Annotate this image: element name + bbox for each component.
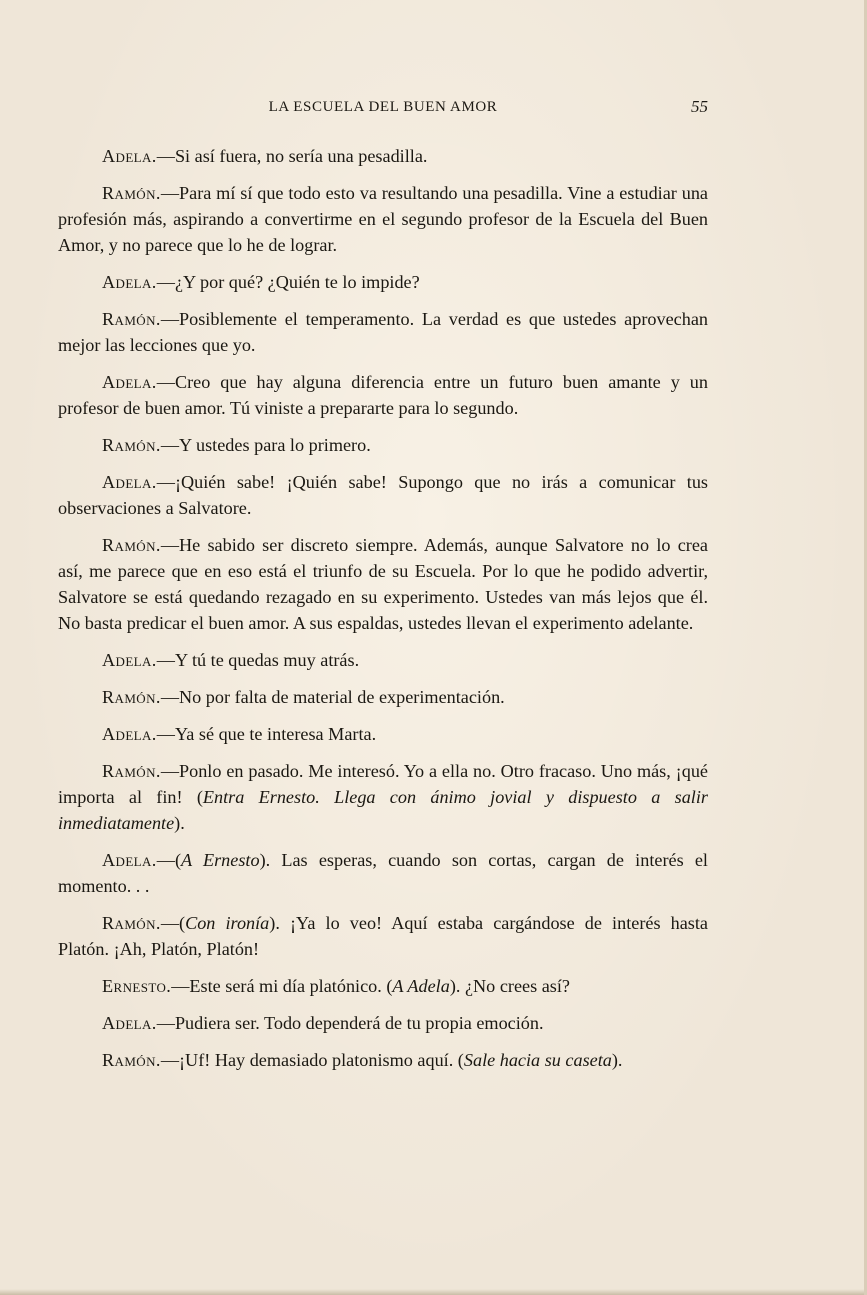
- speaker-name: Adela.: [102, 472, 157, 492]
- speech-text: —¡Quién sabe! ¡Quién sabe! Supongo que no irás a comunicar tus observaciones a Salvatore.: [58, 472, 708, 518]
- speech-text: —Si así fuera, no sería una pesadilla.: [156, 146, 428, 166]
- running-title: LA ESCUELA DEL BUEN AMOR: [268, 99, 498, 115]
- dialogue-paragraph: [58, 532, 708, 636]
- speaker-name: Adela.: [102, 1013, 157, 1033]
- speech-text: —¡Uf! Hay demasiado platonismo aquí. (: [160, 1050, 464, 1070]
- speech-text: ).: [611, 1050, 623, 1070]
- dialogue-paragraph: [58, 721, 708, 747]
- speech-text: —Y ustedes para lo primero.: [160, 435, 371, 455]
- page-number: 55: [691, 97, 708, 116]
- dialogue-paragraph: [58, 143, 708, 169]
- speaker-name: Ramón.: [102, 1050, 161, 1070]
- speech-text: —Ponlo en pasado. Me interesó. Yo a ella no. Otro fracaso. Uno más, ¡qué importa al fin! (: [58, 761, 708, 807]
- stage-direction: Con ironía: [185, 913, 270, 933]
- speech-text: ). ¿No crees así?: [449, 976, 571, 996]
- page-header: [58, 97, 708, 119]
- speaker-name: Ernesto.: [102, 976, 172, 996]
- speaker-name: Adela.: [102, 372, 157, 392]
- speech-text: —Pudiera ser. Todo dependerá de tu propia emoción.: [156, 1013, 544, 1033]
- speaker-name: Ramón.: [102, 535, 161, 555]
- dialogue-paragraph: [58, 1010, 708, 1036]
- speech-text: —Para mí sí que todo esto va resultando una pesadilla. Vine a estudiar una profesión más, aspirando a convertirme en el segundo profesor de la Escuela del Buen Amor, y no parece que lo he de lograr.: [58, 183, 708, 255]
- dialogue-paragraph: [58, 180, 708, 258]
- dialogue-paragraph: [58, 306, 708, 358]
- speaker-name: Ramón.: [102, 435, 161, 455]
- speaker-name: Ramón.: [102, 913, 161, 933]
- speaker-name: Adela.: [102, 650, 157, 670]
- dialogue-paragraph: [58, 369, 708, 421]
- stage-direction: Sale hacia su caseta: [463, 1050, 612, 1070]
- speech-text: —¿Y por qué? ¿Quién te lo impide?: [156, 272, 420, 292]
- dialogue-paragraph: [58, 469, 708, 521]
- dialogue-paragraph: [58, 647, 708, 673]
- speech-text: ).: [174, 813, 185, 833]
- speaker-name: Adela.: [102, 724, 157, 744]
- speaker-name: Ramón.: [102, 761, 161, 781]
- speaker-name: Ramón.: [102, 309, 161, 329]
- speech-text: —Y tú te quedas muy atrás.: [156, 650, 360, 670]
- speech-text: —Ya sé que te interesa Marta.: [156, 724, 377, 744]
- speaker-name: Adela.: [102, 850, 157, 870]
- dialogue-paragraph: [58, 973, 708, 999]
- dialogue-paragraph: [58, 684, 708, 710]
- dialogue-paragraph: [58, 910, 708, 962]
- dialogue-body: [58, 143, 708, 1084]
- speech-text: ). Las esperas, cuando son cortas, cargan de interés el momento. . .: [58, 850, 708, 896]
- speech-text: —Este será mi día platónico. (: [171, 976, 393, 996]
- dialogue-paragraph: [58, 1047, 708, 1073]
- speech-text: —Posiblemente el temperamento. La verdad es que ustedes aprovechan mejor las lecciones que yo.: [58, 309, 708, 355]
- speaker-name: Ramón.: [102, 183, 161, 203]
- speech-text: —Creo que hay alguna diferencia entre un futuro buen amante y un profesor de buen amor. Tú viniste a prepararte para lo segundo.: [58, 372, 708, 418]
- speaker-name: Adela.: [102, 272, 157, 292]
- speech-text: —He sabido ser discreto siempre. Además, aunque Salvatore no lo crea así, me parece que en eso está el triunfo de su Escuela. Por lo que he podido advertir, Salvatore se está quedando rezagado en su experimento. Ustedes van más lejos que él. No basta predicar el buen amor. A sus espaldas, ustedes llevan el experimento adelante.: [58, 535, 708, 633]
- speech-text: —(: [156, 850, 181, 870]
- dialogue-paragraph: [58, 847, 708, 899]
- dialogue-paragraph: [58, 758, 708, 836]
- page-bottom-edge: [0, 1289, 864, 1295]
- dialogue-paragraph: [58, 432, 708, 458]
- speech-text: ). ¡Ya lo veo! Aquí estaba cargándose de interés hasta Platón. ¡Ah, Platón, Platón!: [58, 913, 709, 959]
- speaker-name: Ramón.: [102, 687, 161, 707]
- stage-direction: A Adela: [392, 976, 450, 996]
- speech-text: —No por falta de material de experimentación.: [160, 687, 505, 707]
- stage-direction: Entra Ernesto. Llega con ánimo jovial y dispuesto a salir inmediatamente: [58, 787, 708, 833]
- dialogue-paragraph: [58, 269, 708, 295]
- speech-text: —(: [160, 913, 186, 933]
- stage-direction: A Ernesto: [181, 850, 260, 870]
- speaker-name: Adela.: [102, 146, 157, 166]
